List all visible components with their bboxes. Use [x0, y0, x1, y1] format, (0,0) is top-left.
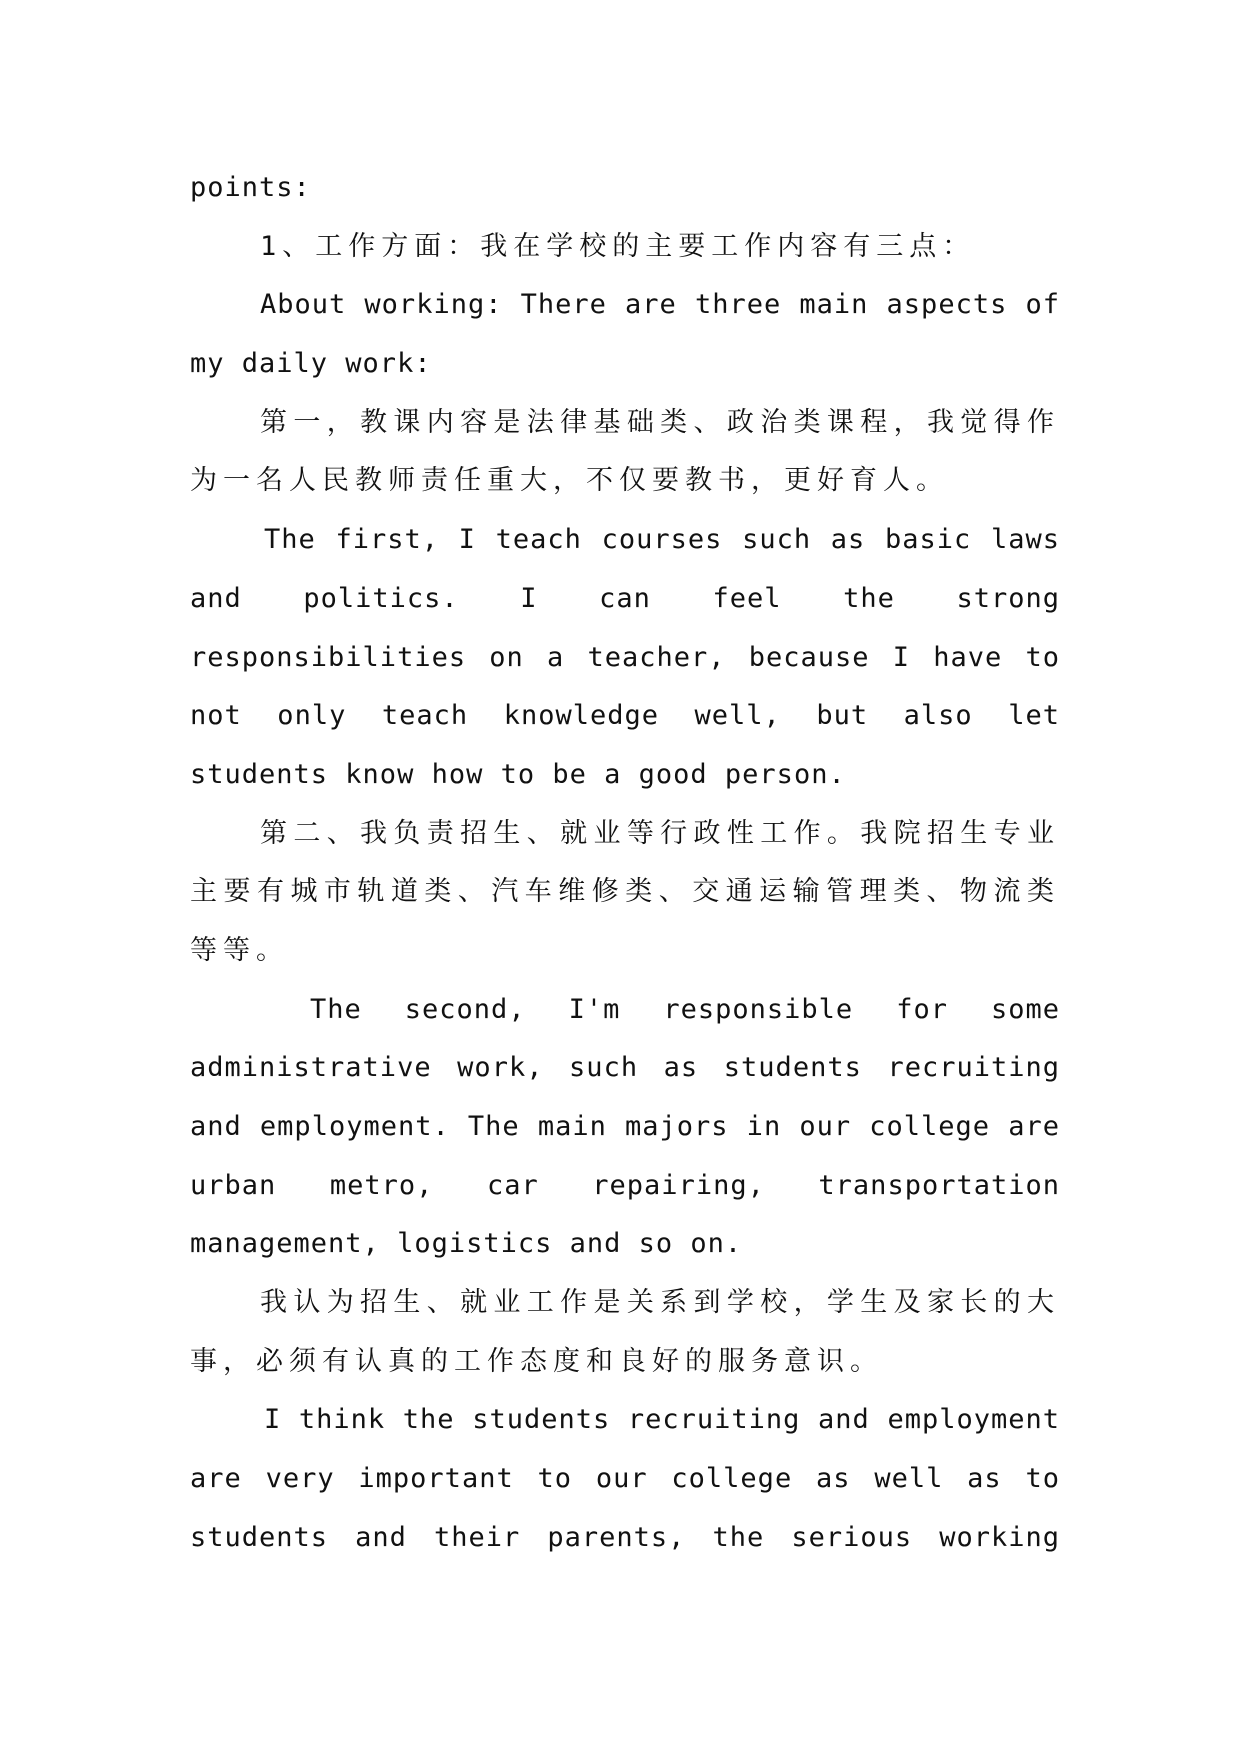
text-line: administrative work, such as students recruiting — [190, 1052, 1060, 1084]
paragraph-english — [190, 159, 1060, 218]
text-line: 为一名人民教师责任重大，不仅要教书，更好育人。 — [190, 465, 949, 497]
text-line: 1、工作方面：我在学校的主要工作内容有三点： — [260, 230, 976, 262]
text-line: About working: There are three main aspects of — [260, 289, 1060, 321]
paragraph-chinese — [190, 218, 1060, 277]
text-line: management, logistics and so on. — [190, 1228, 743, 1260]
paragraph-chinese — [190, 805, 1060, 981]
text-line: 第二、我负责招生、就业等行政性工作。我院招生专业 — [260, 817, 1060, 849]
text-line: and employment. The main majors in our college are — [190, 1111, 1060, 1142]
text-line: points: — [190, 172, 311, 203]
text-line: responsibilities on a teacher, because I have to — [190, 641, 1060, 673]
paragraph-chinese — [190, 394, 1060, 511]
text-line: students and their parents, the serious working — [190, 1521, 1060, 1553]
text-line: The second, I'm responsible for some — [310, 993, 1060, 1025]
text-line: my daily work: — [190, 348, 432, 380]
paragraph-english — [190, 511, 1060, 804]
text-line: 主要有城市轨道类、汽车维修类、交通运输管理类、物流类 — [190, 876, 1060, 908]
document-body — [190, 159, 1060, 1568]
text-line: 我认为招生、就业工作是关系到学校，学生及家长的大 — [260, 1287, 1060, 1319]
text-line: The first, I teach courses such as basic laws — [264, 524, 1060, 556]
paragraph-english — [190, 981, 1060, 1274]
text-line: 事，必须有认真的工作态度和良好的服务意识。 — [190, 1345, 883, 1377]
paragraph-english — [190, 1391, 1060, 1567]
text-line: I think the students recruiting and employment — [264, 1404, 1060, 1436]
text-line: not only teach knowledge well, but also let — [190, 700, 1060, 732]
paragraph-chinese — [190, 1274, 1060, 1391]
paragraph-english — [190, 276, 1060, 393]
text-line: are very important to our college as well as to — [190, 1463, 1060, 1495]
text-line: urban metro, car repairing, transportation — [190, 1169, 1060, 1201]
text-line: and politics. I can feel the strong — [190, 582, 1060, 614]
text-line: 等等。 — [190, 934, 289, 966]
text-line: students know how to be a good person. — [190, 758, 846, 790]
text-line: 第一，教课内容是法律基础类、政治类课程，我觉得作 — [260, 406, 1060, 438]
